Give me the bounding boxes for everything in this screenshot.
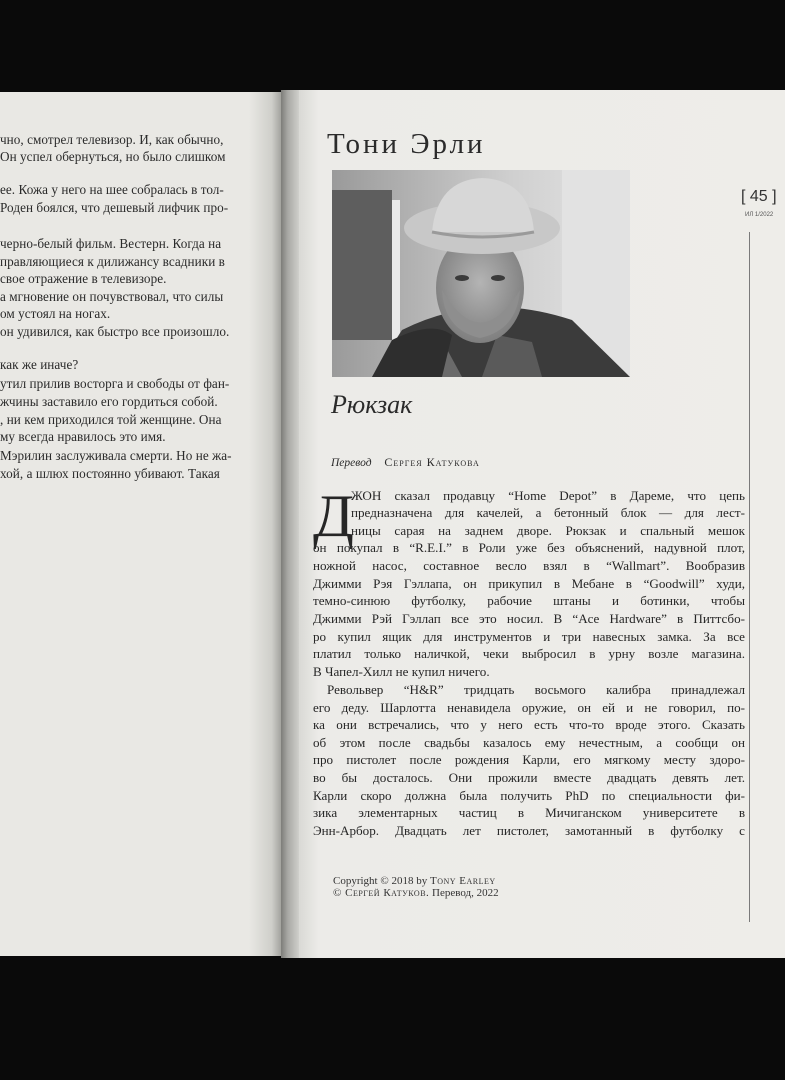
left-line: Роден боялся, что дешевый лифчик про- [0,200,229,215]
body-line: во бы досталось. Они прожили вместе двадцать девять лет. [313,770,745,785]
left-line: му всегда нравилось это имя. [0,429,166,444]
copyright-line-1 [333,875,499,887]
copyright-author: Tony Earley [429,875,496,887]
left-line: он удивился, как быстро все произошло. [0,324,230,339]
left-line: свое отражение в телевизоре. [0,271,167,286]
body-line: Револьвер “H&R” тридцать восьмого калибра принадлежал [327,682,745,697]
left-line: жчины заставило его гордиться собой. [0,394,218,409]
issue-label: ИЛ 1/2022 [745,212,774,218]
body-line: темно-синюю футболку, рабочие штаны и ботинки, чтобы [313,593,745,608]
left-page [0,92,283,956]
left-line: утил прилив восторга и свободы от фан- [0,376,230,391]
story-title: Рюкзак [331,390,413,419]
left-line: Он успел обернуться, но было слишком [0,149,226,164]
body-line: ницы сарая на заднем дворе. Рюкзак и спальный мешок [351,523,745,538]
left-line: хой, а шлюх постоянно убивают. Такая [0,466,220,481]
copyright-prefix: Copyright © 2018 by [333,875,428,887]
story-body [313,483,745,846]
body-line: про пистолет после рождения Карли, его мягкому месту здоро- [313,752,745,767]
left-line: , ни кем приходился той женщине. Она [0,412,222,427]
body-line: Карли скоро должна была получить PhD по специальности фи- [313,788,745,803]
copyright-block [333,875,499,899]
author-name: Тони Эрли [327,128,486,160]
body-line: зика элементарных частиц в Мичиганском университете в [313,805,745,820]
left-line: ее. Кожа у него на шее собралась в тол- [0,182,224,197]
body-line: он покупал в “R.E.I.” в Роли уже без объяснений, надувной плот, [313,540,745,555]
left-line: чно, смотрел телевизор. И, как обычно, [0,132,224,147]
book-gutter [281,90,301,958]
author-photo [332,170,630,377]
body-line: Джимми Рэй Гэллап все это носил. В “Ace Hardware” в Питтсбо- [313,611,745,626]
translator-credit [331,455,480,470]
left-line: правляющиеся к дилижансу всадники в [0,254,225,269]
left-line: черно-белый фильм. Вестерн. Когда на [0,236,222,251]
translator-label: Перевод [331,457,372,469]
body-line: предназначена для качелей, а бетонный блок — для лест- [351,505,745,520]
margin-rule [749,232,750,922]
copyright-line-2 [333,887,499,899]
copyright-suffix: Перевод, 2022 [432,887,499,899]
left-line: как же иначе? [0,357,79,372]
body-line: его деду. Шарлотта ненавидела оружие, он ей и не говорил, по- [313,700,745,715]
left-line: Мэрилин заслуживала смерти. Но не жа- [0,448,232,463]
right-page [299,90,785,958]
left-line: ом устоял на ногах. [0,306,111,321]
body-line: ро купил ящик для инструментов и три навесных замка. За все [313,629,745,644]
body-line: В Чапел-Хилл не купил ничего. [313,664,490,679]
author-photo-image [332,170,630,377]
body-line: ЖОН сказал продавцу “Home Depot” в Дареме, что цепь [351,488,745,503]
body-line: платил только наличкой, чеки выбросил в урну возле магазина. [313,646,745,661]
body-line: Джимми Рэя Гэллапа, он прикупил в Мебане в “Goodwill” худи, [313,576,745,591]
body-line: Энн-Арбор. Двадцать лет пистолет, замотанный в футболку с [313,823,745,838]
body-line: ка они встречались, что у него есть что-то вроде этого. Сказать [313,717,745,732]
left-line: а мгновение он почувствовал, что силы [0,289,224,304]
drop-cap: Д [313,483,354,549]
translator-name: Сергея Катукова [384,455,480,469]
body-line: об этом после свадьбы казалось ему нечестным, а сообщи он [313,735,745,750]
page-number: [ 45 ] [741,188,777,205]
copyright-translator: © Сергей Катуков. [333,887,430,899]
body-line: ножной насос, составное весло взял в “Wallmart”. Вообразив [313,558,745,573]
